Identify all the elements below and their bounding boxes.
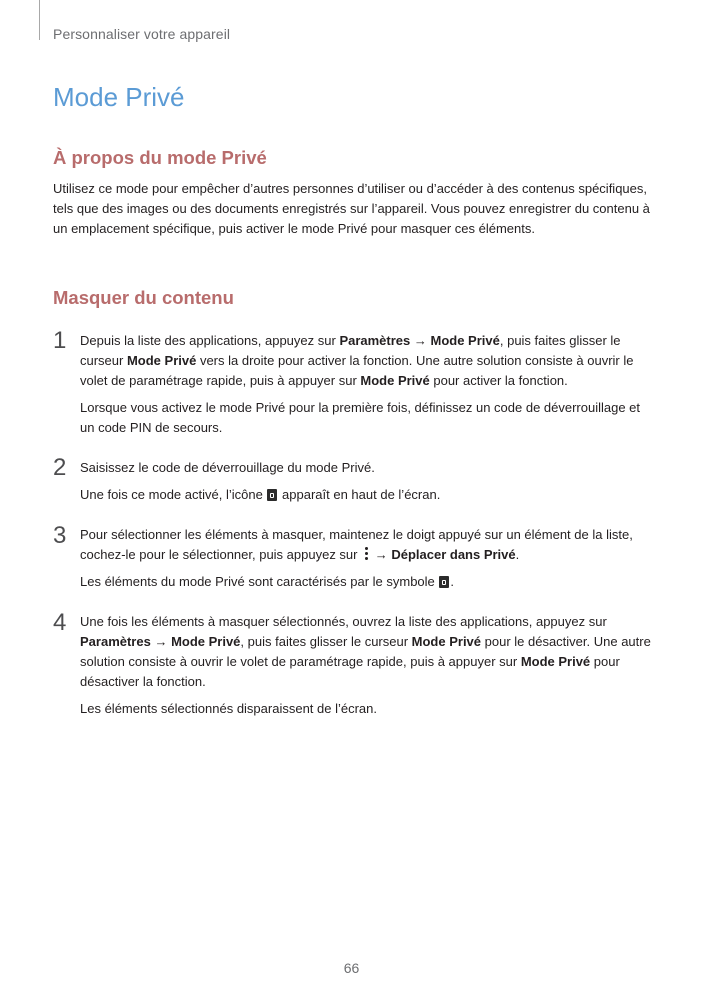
step-number-2: 2: [53, 454, 67, 481]
step-2-text: Saisissez le code de déverrouillage du mode Privé.: [80, 460, 375, 475]
step-1-text: Depuis la liste des applications, appuyez sur Paramètres → Mode Privé, puis faites glisser le curseur Mode Privé vers la droite pour activer la fonction. Une autre solution consiste à ouvrir le volet de paramétrage rapide, puis à appuyer sur Mode Privé pour activer la fonction.: [80, 333, 634, 388]
step-3-note: Les éléments du mode Privé sont caractérisés par le symbole .: [80, 574, 455, 589]
step-2-note: Une fois ce mode activé, l’icône apparaît en haut de l’écran.: [80, 487, 441, 502]
step-1-note: Lorsque vous activez le mode Privé pour la première fois, définissez un code de déverrouillage et un code PIN de secours.: [80, 400, 641, 435]
step-number-3: 3: [53, 522, 67, 549]
page-title: Mode Privé: [53, 82, 185, 112]
page-number: 66: [343, 960, 360, 976]
step-3: [80, 525, 655, 592]
step-4: [80, 612, 655, 719]
header-rule: [39, 0, 40, 40]
hide-content-heading: Masquer du contenu: [53, 287, 234, 308]
lock-icon: [439, 576, 449, 588]
step-3-text: Pour sélectionner les éléments à masquer, maintenez le doigt appuyé sur un élément de la liste, cochez-le pour le sélectionner, puis appuyez sur → Déplacer dans Privé.: [80, 527, 633, 562]
lock-icon: [267, 489, 277, 501]
section-header: Personnaliser votre appareil: [53, 26, 231, 42]
step-2: [80, 458, 655, 505]
step-number-1: 1: [53, 327, 67, 354]
step-4-text: Une fois les éléments à masquer sélectionnés, ouvrez la liste des applications, appuyez sur Paramètres → Mode Privé, puis faites glisser le curseur Mode Privé pour le désactiver. Une autre solution consiste à ouvrir le volet de paramétrage rapide, puis à appuyer sur Mode Privé pour désactiver la fonction.: [80, 614, 651, 689]
step-number-4: 4: [53, 609, 67, 636]
more-options-icon: [364, 547, 368, 561]
about-paragraph: Utilisez ce mode pour empêcher d’autres personnes d’utiliser ou d’accéder à des contenus spécifiques, tels que des images ou des documents enregistrés sur l’appareil. Vous pouvez enregistrer du contenu à un emplacement spécifique, puis activer le mode Privé pour masquer ces éléments.: [53, 181, 650, 236]
step-1: [80, 331, 655, 438]
about-heading: À propos du mode Privé: [53, 147, 267, 168]
step-4-note: Les éléments sélectionnés disparaissent de l’écran.: [80, 701, 378, 716]
